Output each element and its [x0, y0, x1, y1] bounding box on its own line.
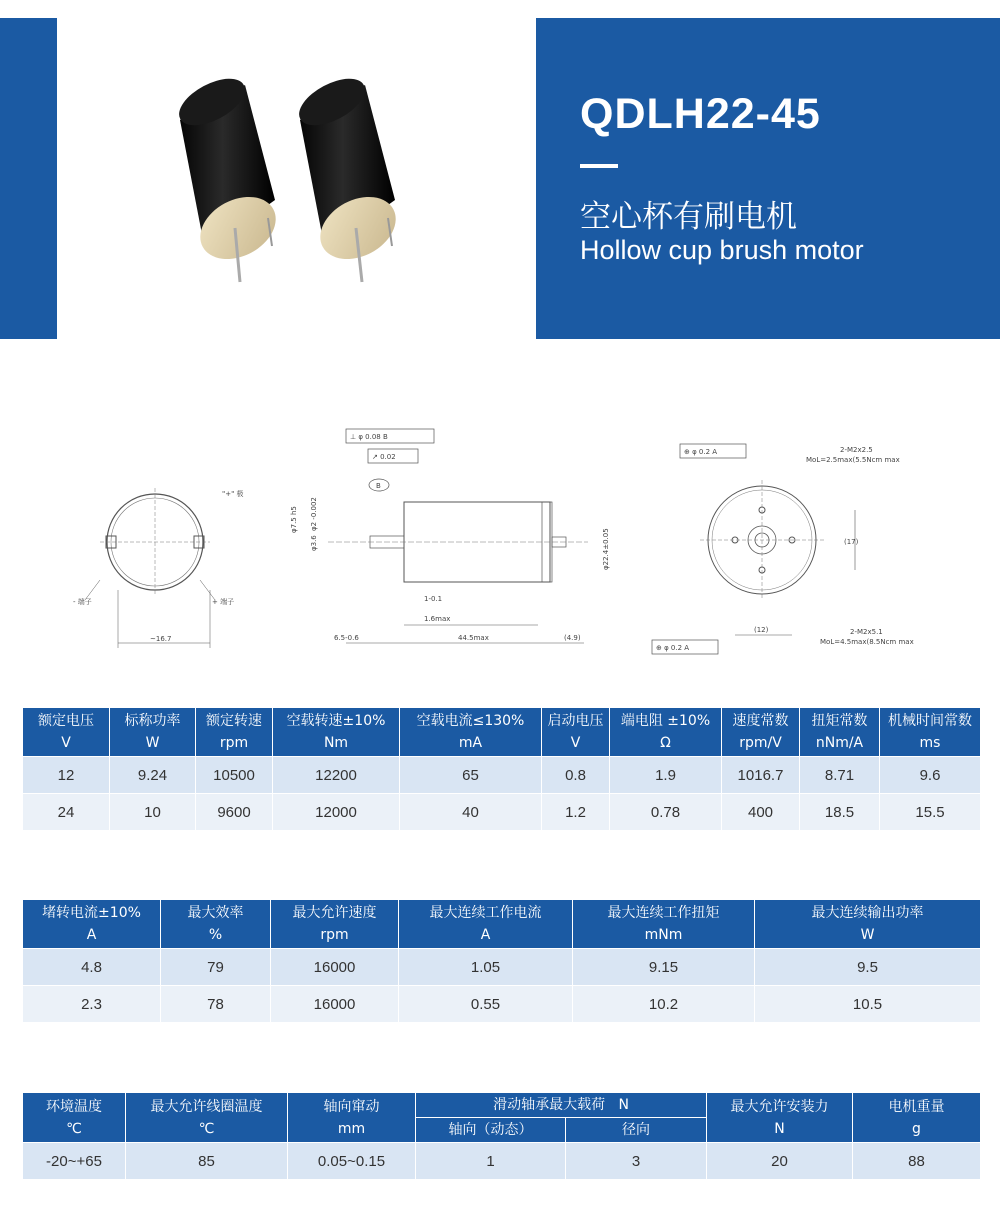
table-cell: 10.2 — [573, 986, 755, 1023]
table-cell: 400 — [722, 794, 800, 831]
motor-left — [172, 69, 287, 282]
col-header: 启动电压 V — [542, 708, 610, 757]
table-cell: 12200 — [273, 757, 400, 794]
col-header: 堵转电流±10% A — [23, 900, 161, 949]
product-name-cn: 空心杯有刷电机 — [580, 199, 797, 235]
table-cell: 1.9 — [610, 757, 722, 794]
col-header: 轴向窜动 mm — [288, 1093, 416, 1143]
table-cell: 9.24 — [110, 757, 196, 794]
table2-header-row — [23, 900, 981, 949]
dim-height: (17) — [844, 538, 859, 546]
datum-b: B — [376, 482, 381, 490]
tol-runout: ↗ 0.02 — [372, 453, 396, 461]
col-header: 额定电压 V — [23, 708, 110, 757]
table-cell: 24 — [23, 794, 110, 831]
minus-terminal-label: - 端子 — [73, 598, 92, 606]
table-cell: 3 — [566, 1143, 707, 1180]
dim-step: 1-0.1 — [424, 595, 443, 603]
col-subheader: 径向 — [566, 1118, 707, 1143]
col-header: 空载转速±10% Nm — [273, 708, 400, 757]
table-row — [23, 757, 981, 794]
table-cell: 18.5 — [800, 794, 880, 831]
plus-pole-label: "+" 极 — [222, 490, 244, 498]
col-header: 扭矩常数 nNm/A — [800, 708, 880, 757]
dim-boss: 1.6max — [424, 615, 451, 623]
note-top-line1: 2-M2x2.5 — [840, 446, 873, 454]
col-header: 最大连续工作扭矩 mNm — [573, 900, 755, 949]
left-accent-strip — [0, 18, 57, 339]
table-cell: 88 — [853, 1143, 981, 1180]
table-cell: 10500 — [196, 757, 273, 794]
col-header: 最大允许速度 rpm — [271, 900, 399, 949]
drawing-front-view — [650, 440, 930, 660]
table-cell: 9.5 — [755, 949, 981, 986]
tol-perpendicularity: ⊥ φ 0.08 B — [350, 433, 388, 441]
table-cell: 8.71 — [800, 757, 880, 794]
col-header: 最大允许安装力 N — [707, 1093, 853, 1143]
table-cell: 0.78 — [610, 794, 722, 831]
col-header: 速度常数 rpm/V — [722, 708, 800, 757]
spec-table-3 — [22, 1092, 981, 1180]
col-header: 最大允许线圈温度 ℃ — [126, 1093, 288, 1143]
dia-body: φ22.4±0.05 — [602, 528, 610, 570]
table-cell: 10 — [110, 794, 196, 831]
table-row — [23, 1143, 981, 1180]
table-cell: 12 — [23, 757, 110, 794]
motor-right — [292, 69, 407, 282]
table-cell: 1016.7 — [722, 757, 800, 794]
tol-position-top: ⊕ φ 0.2 A — [684, 448, 718, 456]
note-bottom-line2: MoL=4.5max(8.5Ncm max — [820, 638, 914, 646]
title-divider — [580, 164, 618, 168]
col-header: 电机重量 g — [853, 1093, 981, 1143]
col-header-group: 滑动轴承最大载荷 N — [416, 1093, 707, 1118]
dim-shaft-length: 6.5-0.6 — [334, 634, 359, 642]
table-cell: 78 — [161, 986, 271, 1023]
note-top-line2: MoL=2.5max(5.5Ncm max — [806, 456, 900, 464]
table-row — [23, 794, 981, 831]
tol-position-bottom: ⊕ φ 0.2 A — [656, 644, 690, 652]
col-header: 标称功率 W — [110, 708, 196, 757]
col-header: 额定转速 rpm — [196, 708, 273, 757]
table-cell: 4.8 — [23, 949, 161, 986]
table3-header-row — [23, 1093, 981, 1118]
table-cell: 40 — [400, 794, 542, 831]
dia-left-2: φ2 -0.002 — [310, 497, 318, 531]
col-header: 空载电流≤130% mA — [400, 708, 542, 757]
table-cell: 1.05 — [399, 949, 573, 986]
table-row — [23, 949, 981, 986]
table-cell: 12000 — [273, 794, 400, 831]
table1-header-row — [23, 708, 981, 757]
table-cell: 9.15 — [573, 949, 755, 986]
table-cell: 1.2 — [542, 794, 610, 831]
dia-left-1: φ7.5 h5 — [290, 506, 298, 533]
table-row — [23, 986, 981, 1023]
title-panel — [536, 18, 1000, 339]
table-cell: 15.5 — [880, 794, 981, 831]
spec-table-1 — [22, 707, 981, 831]
spec-table-2 — [22, 899, 981, 1023]
col-subheader: 轴向（动态） — [416, 1118, 566, 1143]
table-cell: 0.8 — [542, 757, 610, 794]
dim-width: (12) — [754, 626, 769, 634]
col-header: 环境温度 ℃ — [23, 1093, 126, 1143]
dim-total-length: 44.5max — [458, 634, 489, 642]
table-cell: 65 — [400, 757, 542, 794]
table-cell: 79 — [161, 949, 271, 986]
model-number: QDLH22-45 — [580, 90, 821, 138]
plus-terminal-label: + 端子 — [212, 598, 235, 606]
col-header: 端电阻 ±10% Ω — [610, 708, 722, 757]
table-cell: 2.3 — [23, 986, 161, 1023]
col-header: 最大连续输出功率 W — [755, 900, 981, 949]
table-cell: 0.05~0.15 — [288, 1143, 416, 1180]
table-cell: 20 — [707, 1143, 853, 1180]
drawing-side-view — [288, 425, 618, 655]
table-cell: 10.5 — [755, 986, 981, 1023]
table-cell: -20~+65 — [23, 1143, 126, 1180]
motor-product-photo — [150, 60, 440, 300]
dim-end: (4.9) — [564, 634, 581, 642]
table-cell: 9600 — [196, 794, 273, 831]
drawing-end-view — [70, 480, 270, 660]
product-name-en: Hollow cup brush motor — [580, 235, 864, 265]
col-header: 最大连续工作电流 A — [399, 900, 573, 949]
col-header: 机械时间常数 ms — [880, 708, 981, 757]
table-cell: 85 — [126, 1143, 288, 1180]
table-cell: 0.55 — [399, 986, 573, 1023]
dia-shaft: φ3.6 — [310, 535, 318, 551]
dim-width-label: ~16.7 — [150, 635, 172, 643]
col-header: 最大效率 % — [161, 900, 271, 949]
note-bottom-line1: 2-M2x5.1 — [850, 628, 883, 636]
table-cell: 9.6 — [880, 757, 981, 794]
table-cell: 1 — [416, 1143, 566, 1180]
table-cell: 16000 — [271, 986, 399, 1023]
table-cell: 16000 — [271, 949, 399, 986]
